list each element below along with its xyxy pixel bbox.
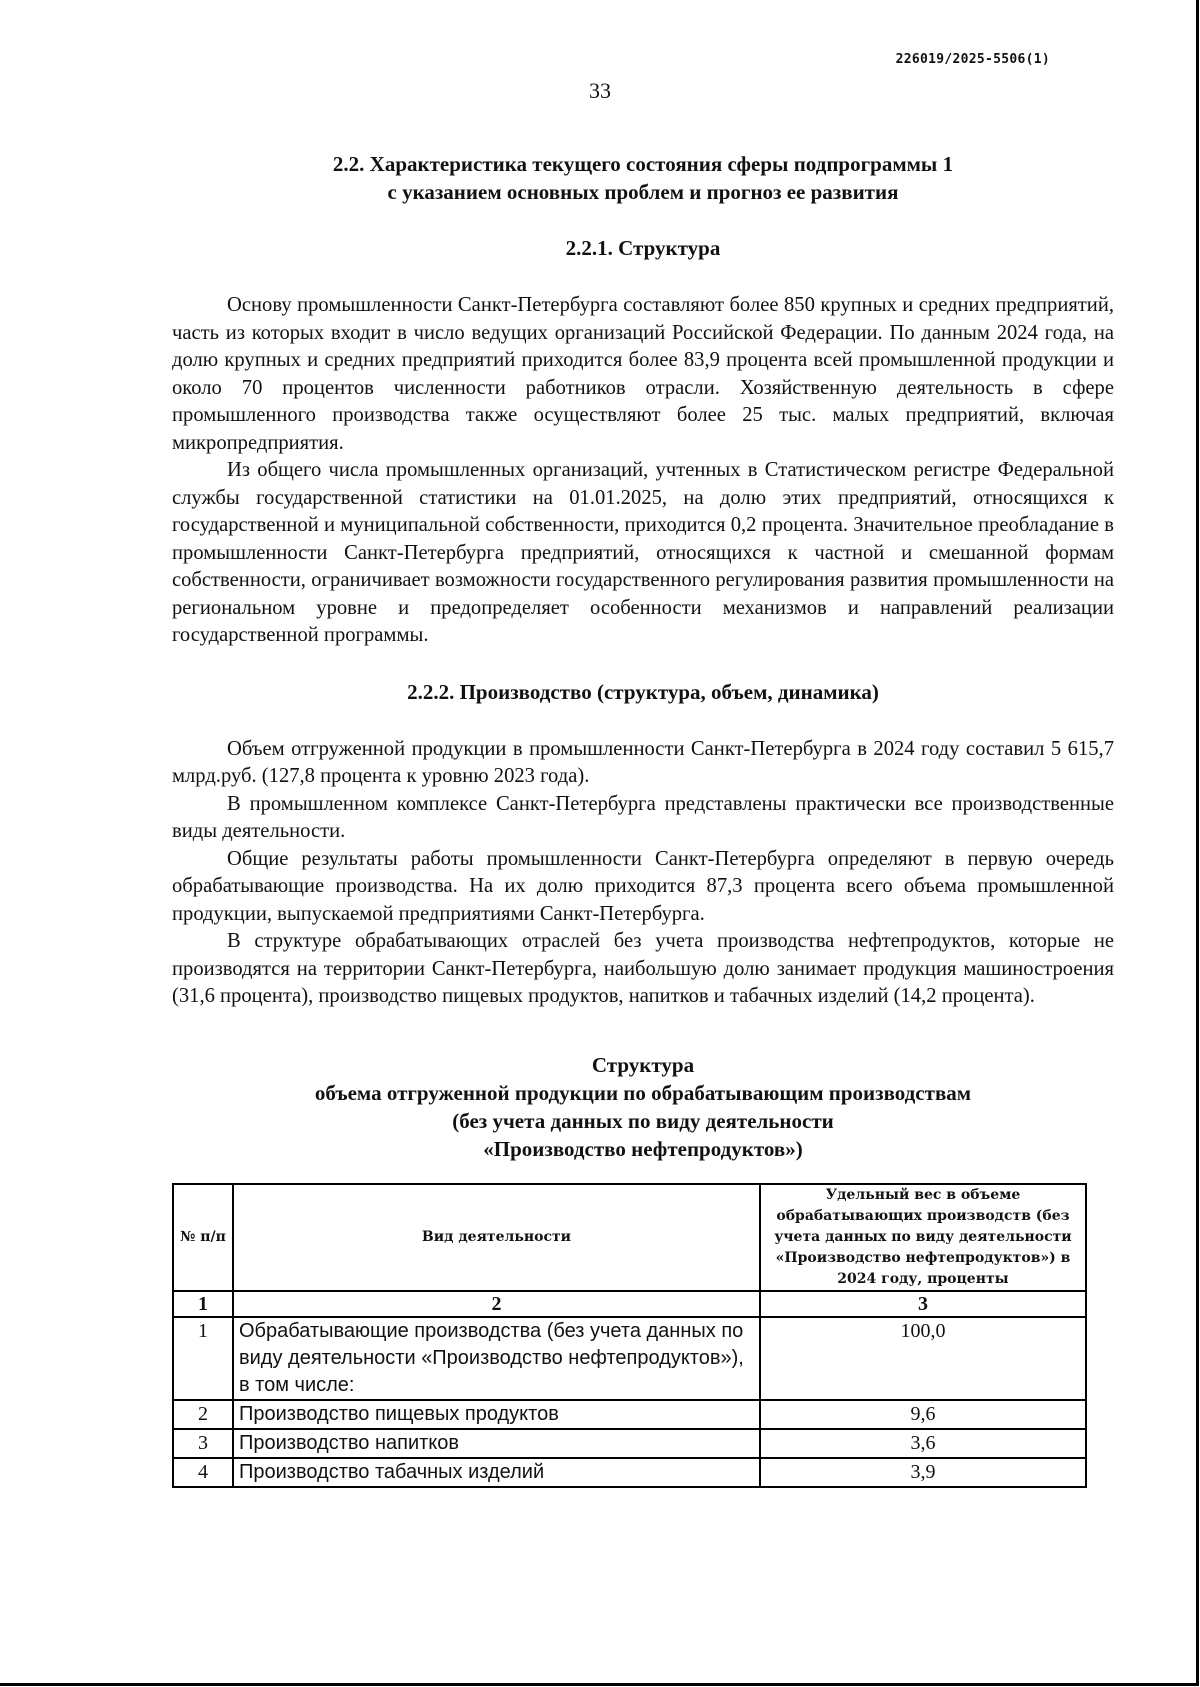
production-paragraph-3: Общие результаты работы промышленности Санкт-Петербурга определяют в первую очередь обрабатывающие производства. На их долю приходится 87,3 процента всего объема промышленной продукции, выпускаемой предприятиями Санкт-Петербурга.: [172, 847, 1114, 925]
table-row: [173, 1400, 1086, 1429]
production-paragraph-4: В структуре обрабатывающих отраслей без учета производства нефтепродуктов, которые не производятся на территории Санкт-Петербурга, наибольшую долю занимает продукция машиностроения (31,6 процента), производство пищевых продуктов, напитков и табачных изделий (14,2 процента).: [172, 930, 1114, 1007]
section-title: [172, 150, 1114, 206]
row-activity: Обрабатывающие производства (без учета данных по виду деятельности «Производство нефтепродуктов»), в том числе:: [233, 1317, 760, 1400]
table-title-line4: «Производство нефтепродуктов»): [483, 1136, 803, 1161]
document-id: 226019/2025-5506(1): [895, 52, 1050, 67]
row-num: 1: [173, 1317, 233, 1400]
table-title-line2: объема отгруженной продукции по обрабатывающим производствам: [314, 1080, 972, 1105]
row-value: 3,6: [760, 1429, 1086, 1458]
row-value: 9,6: [760, 1400, 1086, 1429]
row-value: 100,0: [760, 1317, 1086, 1400]
page-number: 33: [589, 78, 611, 103]
row-activity: Производство напитков: [233, 1429, 760, 1458]
table-title-line3: (без учета данных по виду деятельности: [452, 1108, 834, 1133]
production-paragraph-2: В промышленном комплексе Санкт-Петербурга представлены практически все производственные виды деятельности.: [172, 792, 1114, 842]
table-row: [173, 1458, 1086, 1487]
table-index-row: [173, 1291, 1086, 1317]
table-row: [173, 1429, 1086, 1458]
index-cell-1: 1: [173, 1291, 233, 1317]
row-num: 4: [173, 1458, 233, 1487]
section-title-line1: 2.2. Характеристика текущего состояния сферы подпрограммы 1: [332, 152, 954, 176]
production-heading: 2.2.2. Производство (структура, объем, динамика): [407, 679, 879, 704]
table-header-row: [173, 1184, 1086, 1291]
page-content: [172, 150, 1114, 1488]
row-activity: Производство пищевых продуктов: [233, 1400, 760, 1429]
header-share: Удельный вес в объеме обрабатывающих производств (без учета данных по виду деятельности «Производство нефтепродуктов») в 2024 году, проценты: [760, 1184, 1086, 1291]
header-num: № п/п: [173, 1184, 233, 1291]
structure-paragraph-2: Из общего числа промышленных организаций, учтенных в Статистическом регистре Федеральной службы государственной статистики на 01.01.2025, на долю этих предприятий, относящихся к государственной и муниципальной собственности, приходится 0,2 процента. Значительное преобладание в промышленности Санкт-Петербурга предприятий, относящихся к частной и смешанной формам собственности, ограничивает возможности государственного регулирования развития промышленности на региональном уровне и предопределяет особенности механизмов и направлений реализации государственной программы.: [172, 459, 1114, 646]
table-row: [173, 1317, 1086, 1400]
production-structure-table: [172, 1183, 1087, 1488]
production-paragraph-1: Объем отгруженной продукции в промышленности Санкт-Петербурга в 2024 году составил 5 615,7 млрд.руб. (127,8 процента к уровню 2023 года).: [172, 737, 1114, 787]
header-activity: Вид деятельности: [233, 1184, 760, 1291]
table-title: [172, 1051, 1114, 1163]
row-num: 3: [173, 1429, 233, 1458]
table-title-line1: Структура: [591, 1052, 695, 1077]
structure-paragraph-1: Основу промышленности Санкт-Петербурга составляют более 850 крупных и средних предприятий, часть из которых входит в число ведущих организаций Российской Федерации. По данным 2024 года, на долю крупных и средних предприятий приходится более 83,9 процента всей промышленной продукции и около 70 процентов численности работников отрасли. Хозяйственную деятельность в сфере промышленного производства также осуществляют более 25 тыс. малых предприятий, включая микропредприятия.: [172, 294, 1114, 454]
row-num: 2: [173, 1400, 233, 1429]
row-activity: Производство табачных изделий: [233, 1458, 760, 1487]
row-value: 3,9: [760, 1458, 1086, 1487]
index-cell-2: 2: [233, 1291, 760, 1317]
structure-heading: 2.2.1. Структура: [565, 236, 721, 260]
section-title-line2: с указанием основных проблем и прогноз ее развития: [387, 180, 899, 204]
index-cell-3: 3: [760, 1291, 1086, 1317]
